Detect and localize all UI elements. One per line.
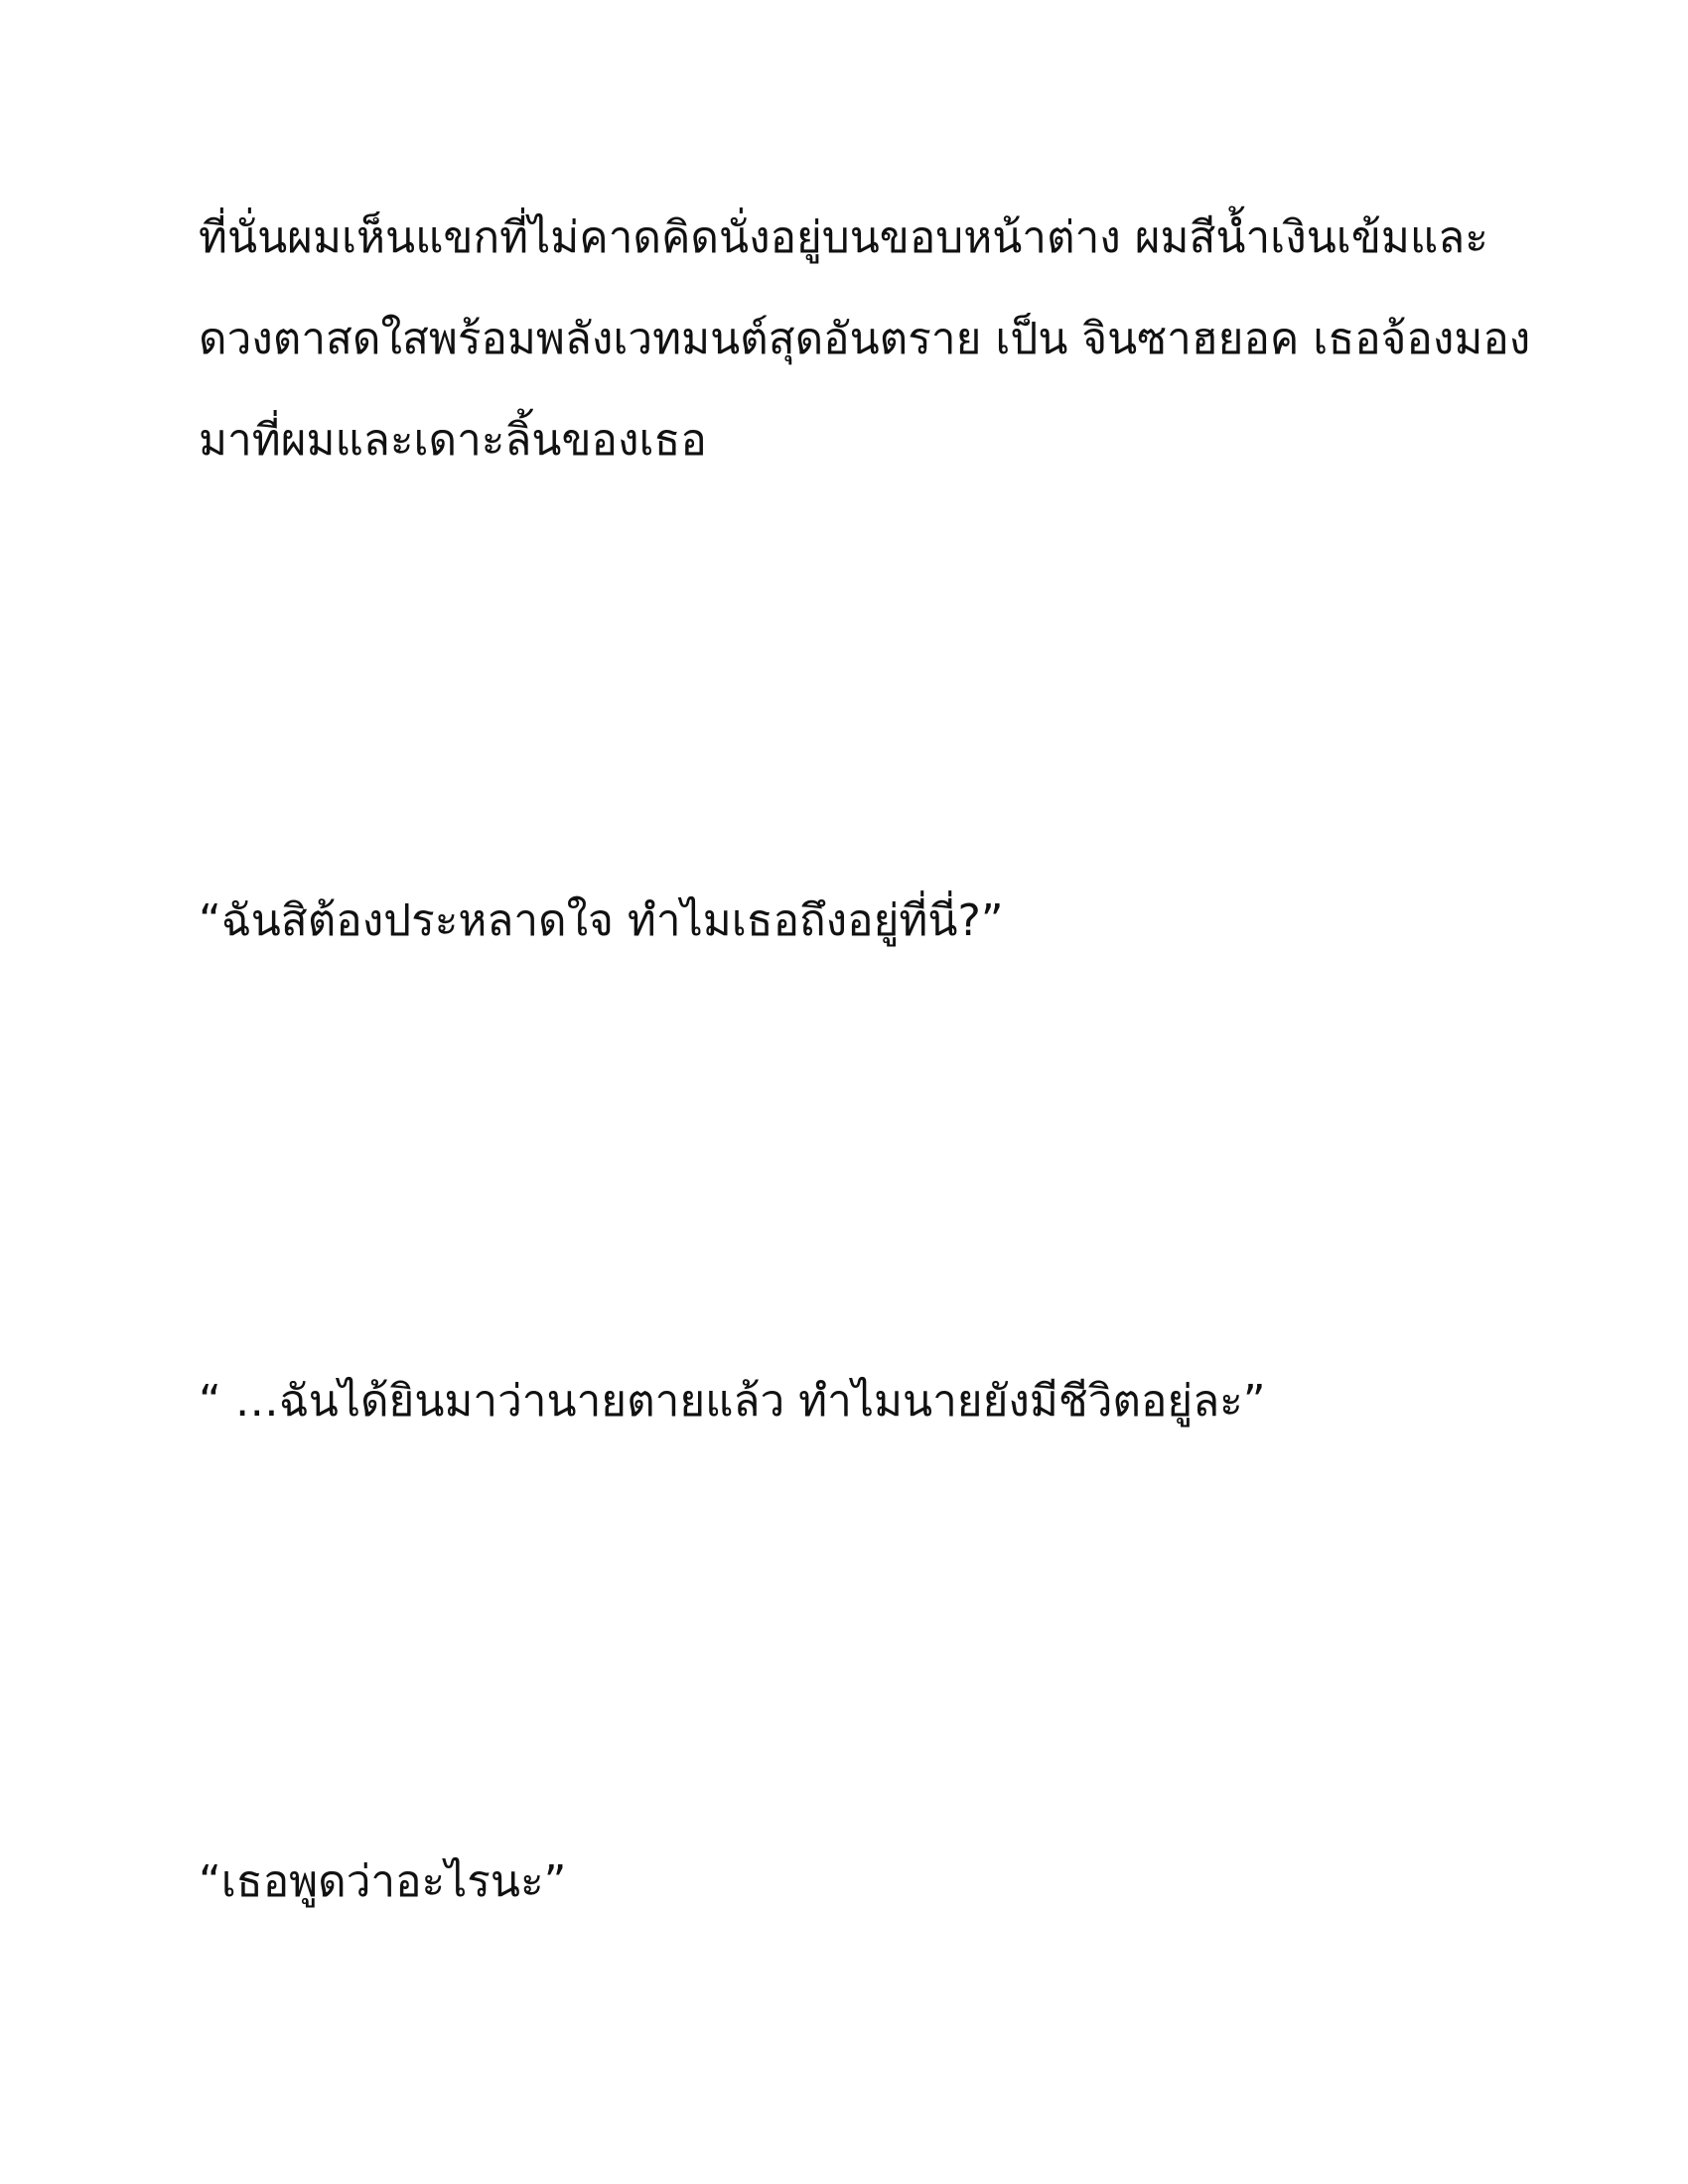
- dialogue-line-3: “เธอพูดว่าอะไรนะ”: [199, 1856, 567, 1907]
- dialogue-line-2: “ …ฉันได้ยินมาว่านายตายแล้ว ทำไมนายยังมีชีวิตอยู่ละ”: [199, 1376, 1266, 1427]
- narration-line-1: ที่นั่นผมเห็นแขกที่ไม่คาดคิดนั่งอยู่บนขอบหน้าต่าง ผมสีน้ำเงินเข้มและ: [199, 212, 1488, 263]
- narration-line-3: มาที่ผมและเดาะลิ้นของเธอ: [199, 415, 707, 466]
- narration-line-2: ดวงตาสดใสพร้อมพลังเวทมนต์สุดอันตราย เป็น จินซาฮยอค เธอจ้องมอง: [199, 314, 1531, 364]
- dialogue-line-1: “ฉันสิต้องประหลาดใจ ทำไมเธอถึงอยู่ที่นี่?”: [199, 895, 1004, 946]
